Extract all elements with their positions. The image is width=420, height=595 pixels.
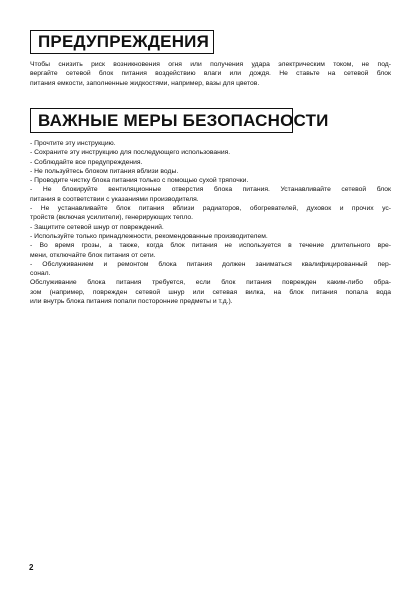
list-item-line: - Во время грозы, а также, когда блок питания не используется в течение длительного вре- [30,242,391,250]
list-item-line: зом (например, поврежден сетевой шнур или сетевая вилка, на блок питания попала вода [30,288,391,296]
safety-title: ВАЖНЫЕ МЕРЫ БЕЗОПАСНОСТИ [38,110,329,130]
list-item-line: - Прочтите эту инструкцию. [30,140,116,147]
list-item-line: или внутрь блока питания попали посторонние предметы и т.д.). [30,298,233,306]
list-item-line: мени, отключайте блок питания от сети. [30,251,156,259]
list-item [30,241,391,260]
list-item-line: - Проводите чистку блока питания только с помощью сухой тряпочки. [30,177,249,185]
warnings-title: ПРЕДУПРЕЖДЕНИЯ [38,32,210,51]
list-item [30,158,391,167]
list-item [30,148,391,157]
list-item [30,185,391,204]
page-number: 2 [29,563,34,572]
list-item-line: - Обслуживанием и ремонтом блока питания должен заниматься квалифицированный пер- [30,260,391,268]
list-item-line: - Защитите сетевой шнур от повреждений. [30,223,164,231]
list-item [30,260,391,306]
list-item [30,176,391,185]
list-item-line: сонал. [30,270,51,278]
list-item-line: - Не пользуйтесь блоком питания вблизи воды. [30,167,179,175]
list-item-line: - Соблюдайте все предупреждения. [30,158,143,166]
safety-heading-box [30,108,329,133]
warnings-paragraph [30,60,391,88]
list-item [30,223,391,232]
warnings-line: Чтобы снизить риск возникновения огня или получения удара электрическим током, не под- [30,61,391,68]
list-item [30,204,391,223]
warnings-heading-box [30,30,214,54]
list-item-line: Обслуживание блока питания требуется, если блок питания поврежден каким-либо обра- [30,279,391,287]
list-item-line: питания в соответствии с указаниями производителя. [30,195,199,203]
list-item-line: - Не устанавливайте блок питания вблизи радиаторов, обогревателей, духовок и прочих ус- [30,205,391,213]
list-item-line: - Сохраните эту инструкцию для последующего использования. [30,149,231,157]
safety-list [30,139,391,306]
list-item [30,167,391,176]
warnings-line: питания емкости, заполненные жидкостями, например, вазы для цветов. [30,79,260,87]
list-item [30,232,391,241]
list-item-line: - Не блокируйте вентиляционные отверстия блока питания. Устанавливайте сетевой блок [30,186,391,194]
warnings-line: вергайте сетевой блок питания воздействию влаги или дождя. Не ставьте на сетевой блок [30,70,391,78]
list-item-line: - Используйте только принадлежности, рекомендованные производителем. [30,232,268,240]
list-item-line: тройств (включая усилители), генерирующих тепло. [30,214,194,222]
list-item [30,139,391,148]
